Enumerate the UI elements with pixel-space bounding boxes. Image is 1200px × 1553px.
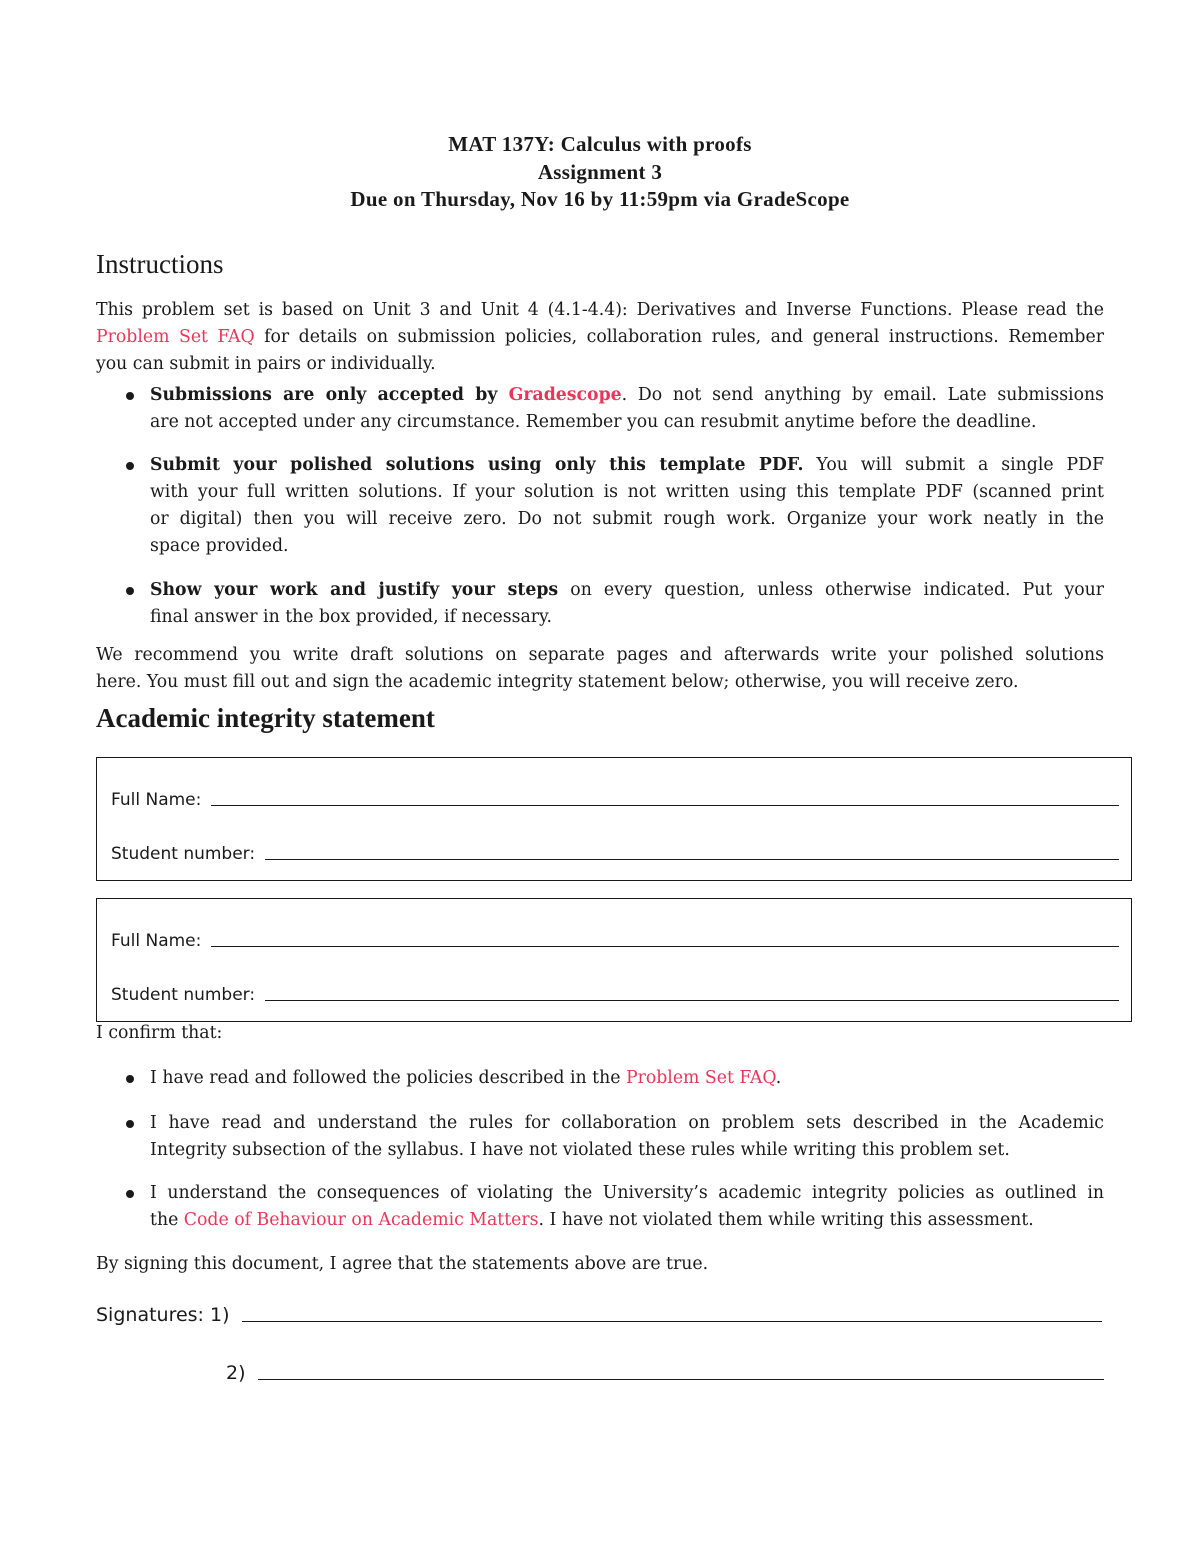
intro-line-2 <box>96 324 1104 351</box>
confirm-item-1 <box>150 1065 1104 1092</box>
student-info-box-1 <box>96 757 1132 881</box>
student-number-field-1[interactable] <box>111 844 1119 864</box>
confirm-intro <box>96 1020 1104 1047</box>
instructions-heading: Instructions <box>96 249 224 279</box>
course-title: MAT 137Y: Calculus with proofs <box>448 132 752 156</box>
signature-2-label: 2) <box>226 1362 246 1384</box>
bullet-3-line-2: final answer in the box provided, if necessary. <box>150 607 552 627</box>
confirm-1-pre: I have read and followed the policies described in the <box>150 1068 626 1088</box>
confirm-item-3 <box>150 1180 1104 1234</box>
student-number-label: Student number: <box>111 844 256 864</box>
bullet-3-line-1 <box>150 577 1104 604</box>
student-number-line[interactable] <box>265 859 1119 860</box>
bullet-icon <box>126 392 134 400</box>
problem-set-faq-link[interactable]: Problem Set FAQ <box>96 327 255 347</box>
instructions-closing <box>96 642 1104 696</box>
instruction-bullet-1 <box>150 382 1104 436</box>
bullet-2-line-1 <box>150 452 1104 479</box>
signature-2-line[interactable] <box>258 1379 1104 1380</box>
full-name-label: Full Name: <box>111 931 202 951</box>
confirm-1-line-1 <box>150 1065 1104 1092</box>
bullet-icon <box>126 1120 134 1128</box>
bullet-1-line-1 <box>150 382 1104 409</box>
confirm-3-line-2 <box>150 1207 1104 1234</box>
full-name-field-2[interactable] <box>111 931 1119 951</box>
bullet-3-rest: on every question, unless otherwise indicated. Put your <box>558 580 1104 600</box>
intro-line-2-text: for details on submission policies, collaboration rules, and general instructions. Remember <box>254 327 1104 347</box>
full-name-line[interactable] <box>211 805 1119 806</box>
bullet-icon <box>126 1190 134 1198</box>
closing-line-2: here. You must fill out and sign the academic integrity statement below; otherwise, you will receive zero. <box>96 672 1019 692</box>
gradescope-link[interactable]: Gradescope <box>508 385 622 405</box>
agreement <box>96 1251 1104 1278</box>
full-name-line[interactable] <box>211 946 1119 947</box>
signature-2-field[interactable] <box>226 1362 1104 1384</box>
signatures-label: Signatures: 1) <box>96 1304 230 1326</box>
instruction-bullet-2 <box>150 452 1104 560</box>
confirm-3-line-1: I understand the consequences of violating the University’s academic integrity policies as outlined in <box>150 1183 1104 1203</box>
bullet-1-bold: Submissions are only accepted by <box>150 385 509 405</box>
student-number-label: Student number: <box>111 985 256 1005</box>
confirm-3-pre: the <box>150 1210 184 1230</box>
student-number-field-2[interactable] <box>111 985 1119 1005</box>
bullet-2-line-4: space provided. <box>150 536 289 556</box>
student-number-line[interactable] <box>265 1000 1119 1001</box>
bullet-icon <box>126 462 134 470</box>
confirm-item-2 <box>150 1110 1104 1164</box>
intro-line-3: you can submit in pairs or individually. <box>96 354 436 374</box>
intro-line-1: This problem set is based on Unit 3 and Unit 4 (4.1-4.4): Derivatives and Inverse Functions. Please read the <box>96 300 1104 320</box>
confirm-intro-text: I confirm that: <box>96 1023 223 1043</box>
instructions-intro <box>96 297 1104 378</box>
bullet-icon <box>126 1075 134 1083</box>
bullet-1-rest: . Do not send anything by email. Late submissions <box>621 385 1104 405</box>
bullet-3-bold: Show your work and justify your steps <box>150 580 559 600</box>
problem-set-faq-link-2[interactable]: Problem Set FAQ <box>625 1068 776 1088</box>
signature-1-line[interactable] <box>242 1321 1102 1322</box>
agreement-text: By signing this document, I agree that the statements above are true. <box>96 1254 709 1274</box>
instruction-bullet-3 <box>150 577 1104 631</box>
bullet-2-line-3: or digital) then you will receive zero. Do not submit rough work. Organize your work neatly in the <box>150 509 1104 529</box>
full-name-field-1[interactable] <box>111 790 1119 810</box>
bullet-1-line-2: are not accepted under any circumstance. Remember you can resubmit anytime before the deadline. <box>150 412 1037 432</box>
bullet-2-line-2: with your full written solutions. If your solution is not written using this template PDF (scanned print <box>150 482 1104 502</box>
code-of-behaviour-link[interactable]: Code of Behaviour on Academic Matters <box>183 1210 539 1230</box>
closing-line-1: We recommend you write draft solutions on separate pages and afterwards write your polished solutions <box>96 645 1104 665</box>
confirm-3-post: . I have not violated them while writing this assessment. <box>538 1210 1034 1230</box>
confirm-2-line-2: Integrity subsection of the syllabus. I have not violated these rules while writing this problem set. <box>150 1140 1010 1160</box>
due-date: Due on Thursday, Nov 16 by 11:59pm via GradeScope <box>350 187 850 211</box>
bullet-2-rest: You will submit a single PDF <box>803 455 1104 475</box>
confirm-2-line-1: I have read and understand the rules for collaboration on problem sets described in the Academic <box>150 1113 1104 1133</box>
assignment-title: Assignment 3 <box>537 160 663 184</box>
confirm-1-post: . <box>775 1068 782 1088</box>
student-info-box-2 <box>96 898 1132 1022</box>
signature-1-field[interactable] <box>96 1304 1102 1326</box>
integrity-heading: Academic integrity statement <box>96 703 435 733</box>
bullet-2-bold: Submit your polished solutions using only this template PDF. <box>150 455 804 475</box>
full-name-label: Full Name: <box>111 790 202 810</box>
bullet-icon <box>126 587 134 595</box>
